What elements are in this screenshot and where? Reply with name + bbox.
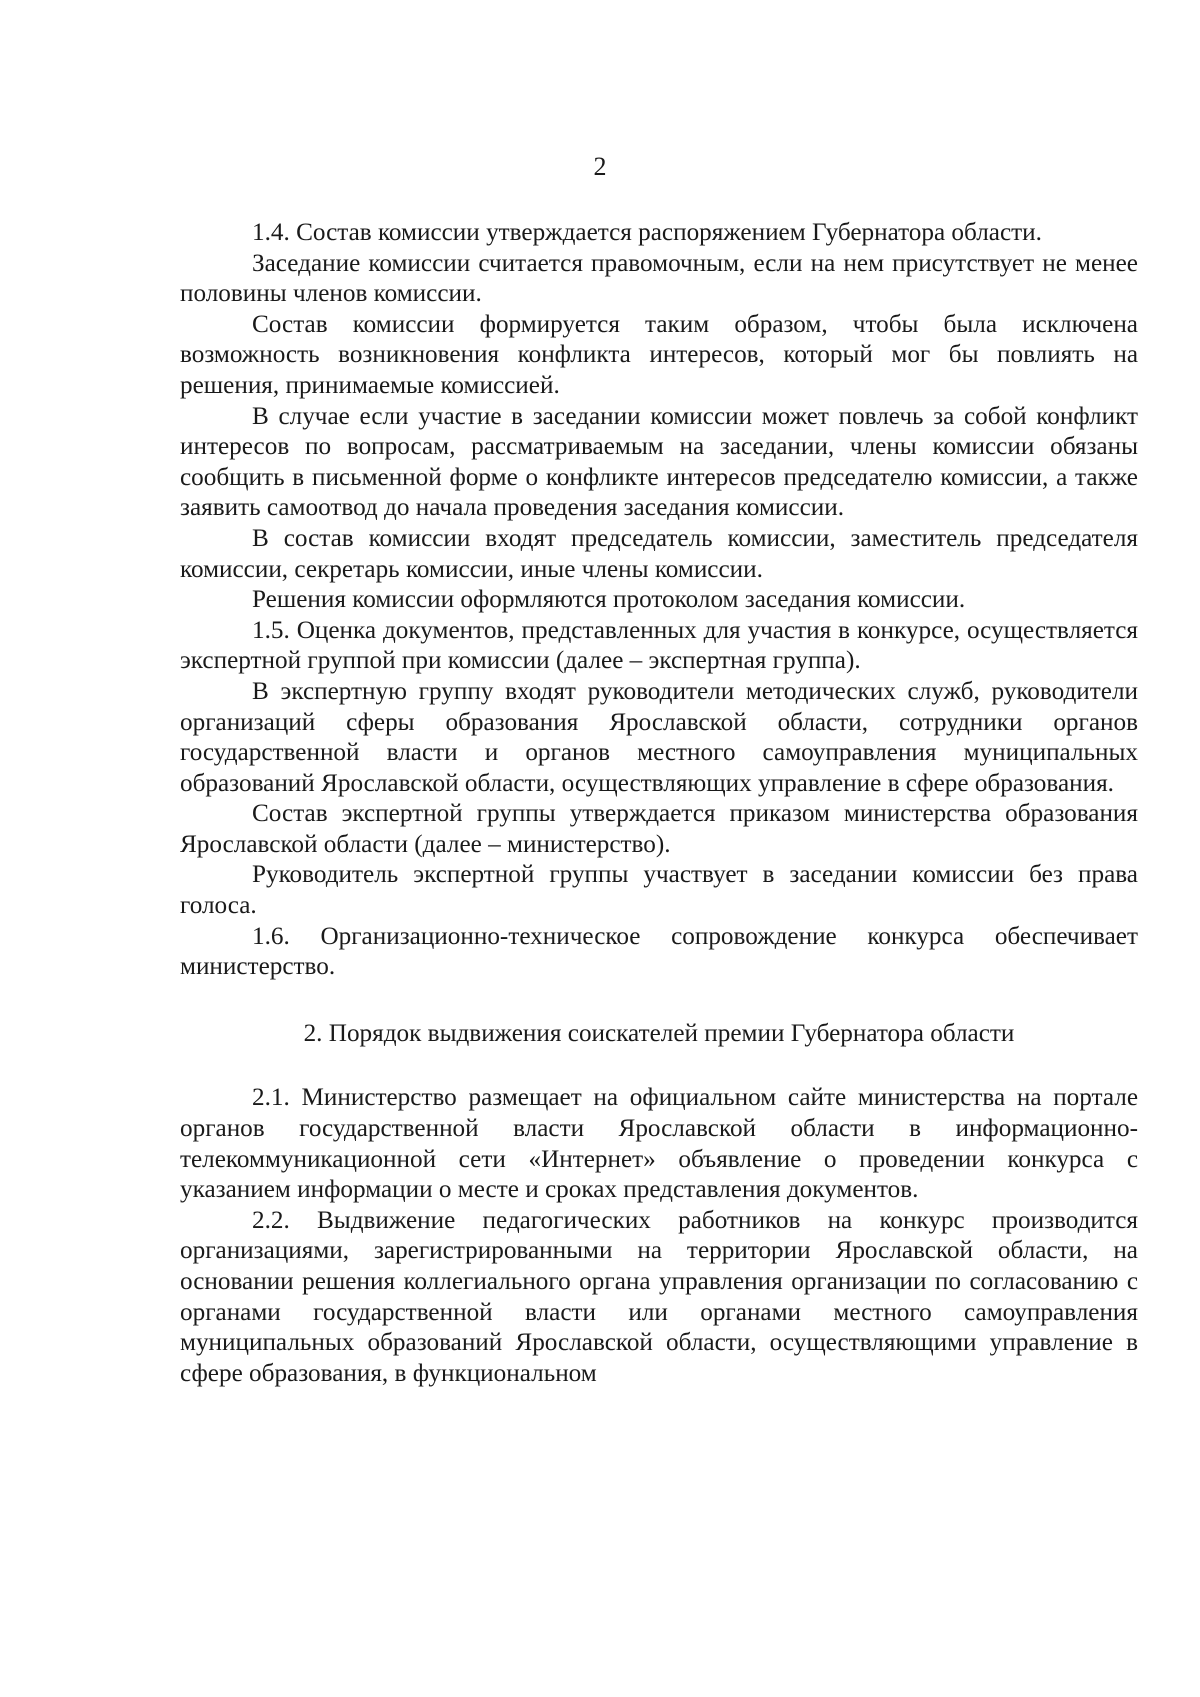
page-number: 2	[593, 152, 607, 181]
paragraph-conflict-of-interest: В случае если участие в заседании комиссии может повлечь за собой конфликт интересов по вопросам, рассматриваемым на заседании, члены комиссии обязаны сообщить в письменной форме о конфликте интересов председателю комиссии, а также заявить самоотвод до начала проведения заседания комиссии.	[180, 402, 1138, 522]
paragraph-2-1: 2.1. Министерство размещает на официальном сайте министерства на портале органов государственной власти Ярославской области в информационно-телекоммуникационной сети «Интернет» объявление о проведении конкурса с указанием информации о месте и сроках представления документов.	[180, 1084, 1138, 1204]
paragraph-2-2: 2.2. Выдвижение педагогических работников на конкурс производится организациями, зарегистрированными на территории Ярославской области, на основании решения коллегиального органа управления организации по согласованию с органами государственной власти или органами местного самоуправления муниципальных образований Ярославской области, осуществляющими управление в сфере образования, в функциональном	[180, 1206, 1138, 1387]
section-2-heading: 2. Порядок выдвижения соискателей премии Губернатора области	[303, 1019, 1015, 1047]
paragraph-1-6: 1.6. Организационно-техническое сопровождение конкурса обеспечивает министерство.	[180, 922, 1138, 981]
paragraph-quorum: Заседание комиссии считается правомочным, если на нем присутствует не менее половины членов комиссии.	[180, 249, 1138, 308]
paragraph-1-4: 1.4. Состав комиссии утверждается распоряжением Губернатора области.	[252, 219, 1042, 246]
paragraph-commission-members: В состав комиссии входят председатель комиссии, заместитель председателя комиссии, секретарь комиссии, иные члены комиссии.	[180, 524, 1138, 583]
document-body	[180, 218, 1138, 1389]
paragraph-expert-group-members: В экспертную группу входят руководители методических служб, руководители организаций сферы образования Ярославской области, сотрудники органов государственной власти и органов местного самоуправления муниципальных образований Ярославской области, осуществляющих управление в сфере образования.	[180, 677, 1138, 797]
paragraph-composition: Состав комиссии формируется таким образом, чтобы была исключена возможность возникновения конфликта интересов, который мог бы повлиять на решения, принимаемые комиссией.	[180, 310, 1138, 399]
paragraph-expert-group-head: Руководитель экспертной группы участвует в заседании комиссии без права голоса.	[180, 861, 1138, 920]
paragraph-decisions: Решения комиссии оформляются протоколом заседания комиссии.	[252, 586, 966, 614]
paragraph-expert-group-approval: Состав экспертной группы утверждается приказом министерства образования Ярославской области (далее – министерство).	[180, 800, 1138, 858]
paragraph-1-5: 1.5. Оценка документов, представленных для участия в конкурсе, осуществляется экспертной группой при комиссии (далее – экспертная группа).	[180, 616, 1138, 675]
